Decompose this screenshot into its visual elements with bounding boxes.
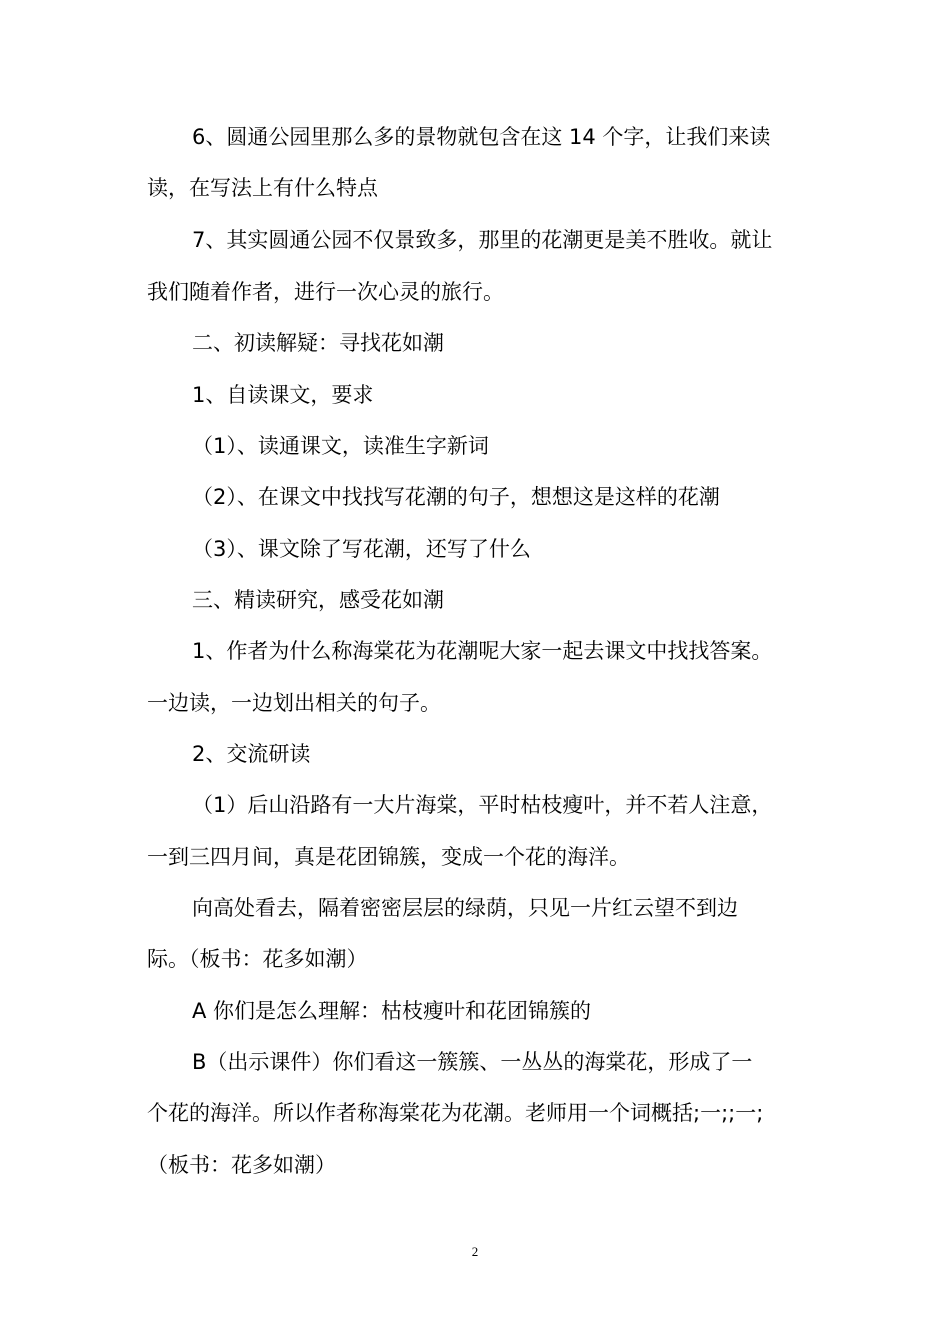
text-line: 向高处看去，隔着密密层层的绿荫，只见一片红云望不到边 (192, 896, 738, 920)
text-line: 一边读，一边划出相关的句子。 (147, 691, 441, 715)
text-line: 6、圆通公园里那么多的景物就包含在这 14 个字，让我们来读 (192, 125, 771, 149)
text-line: （1）后山沿路有一大片海棠，平时枯枝瘦叶，并不若人注意， (192, 793, 773, 817)
text-line: 1、自读课文，要求 (192, 383, 374, 407)
text-line: 2、交流研读 (192, 742, 311, 766)
text-line: 际。（板书：花多如潮） (147, 947, 368, 971)
text-line: B（出示课件）你们看这一簇簇、一丛丛的海棠花，形成了一 (192, 1050, 753, 1074)
page-number: 2 (471, 1244, 479, 1259)
text-line: （3）、课文除了写花潮，还写了什么 (192, 537, 531, 561)
text-line: 个花的海洋。所以作者称海棠花为花潮。老师用一个词概括;一;;一; (147, 1101, 764, 1125)
text-line: 读，在写法上有什么特点 (147, 176, 378, 200)
section-heading: 二、初读解疑：寻找花如潮 (192, 331, 444, 355)
section-heading: 三、精读研究，感受花如潮 (192, 588, 444, 612)
text-line: 7、其实圆通公园不仅景致多，那里的花潮更是美不胜收。就让 (192, 228, 773, 252)
text-line: A 你们是怎么理解：枯枝瘦叶和花团锦簇的 (192, 999, 592, 1023)
text-line: 我们随着作者，进行一次心灵的旅行。 (147, 280, 504, 304)
text-line: （2）、在课文中找找写花潮的句子，想想这是这样的花潮 (192, 485, 720, 509)
text-line: （板书：花多如潮） (147, 1153, 336, 1177)
text-line: 1、作者为什么称海棠花为花潮呢大家一起去课文中找找答案。 (192, 639, 773, 663)
text-line: 一到三四月间，真是花团锦簇，变成一个花的海洋。 (147, 845, 630, 869)
text-line: （1）、读通课文，读准生字新词 (192, 434, 489, 458)
